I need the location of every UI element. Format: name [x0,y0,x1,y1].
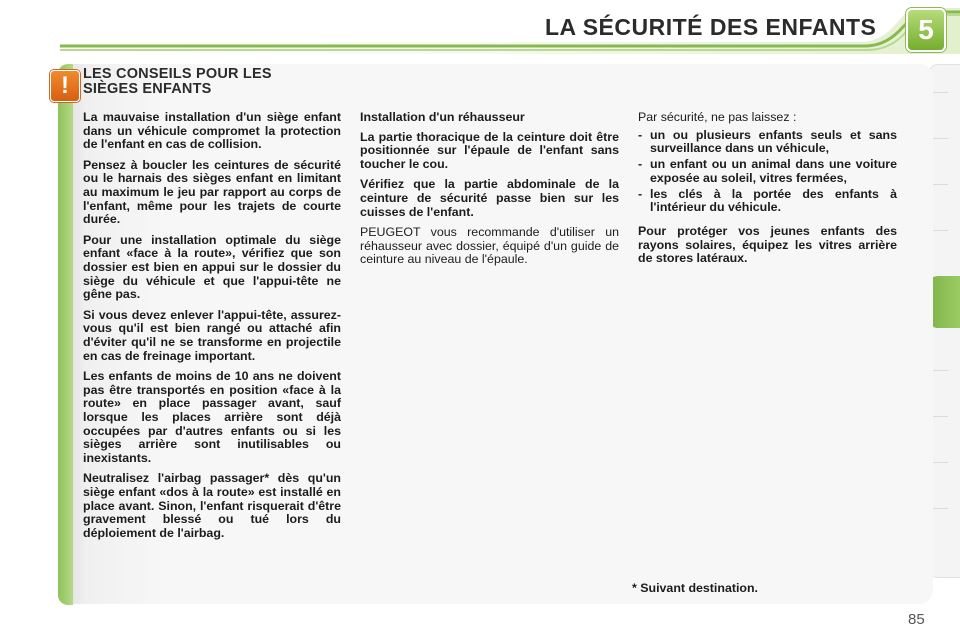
col2-paragraph: La partie thoracique de la ceinture doit être positionnée sur l'épaule de l'enfant sans toucher le cou. [360,129,619,172]
section-title-line2: SIÈGES ENFANTS [83,81,212,97]
col2-paragraph: PEUGEOT vous recommande d'utiliser un réhausseur avec dossier, équipé d'un guide de ceinture au niveau de l'épaule. [360,224,619,267]
chapter-number-badge: 5 [906,8,946,52]
chapter-title: LA SÉCURITÉ DES ENFANTS [545,14,877,40]
col3-paragraph: Pour protéger vos jeunes enfants des rayons solaires, équipez les vitres arrière de stores latéraux. [638,223,897,266]
panel-strip [58,64,73,605]
warning-icon: ! [50,70,80,102]
col1-text: par rapport au corps de l'enfant, même pour les trajets de courte durée. [83,185,341,227]
page-number: 85 [908,611,925,628]
col3-intro: Par sécurité, ne pas laissez : [638,110,797,124]
list-item: - un ou plusieurs enfants seuls et sans surveillance dans un véhicule, [638,129,897,156]
column-2 [360,111,619,274]
section-title-line1: LES CONSEILS POUR LES [83,66,272,82]
col1-paragraph: Neutralisez l'airbag passager* dès qu'un siège enfant «dos à la route» est installé en place avant. Sinon, l'enfant risquerait d'être gravement blessé ou tué lors du déploiement de l'airbag. [83,471,341,541]
section-title [83,67,343,97]
col1-paragraph: Si vous devez enlever l'appui-tête, assurez-vous qu'il est bien rangé ou attaché afin d'éviter qu'il ne se transforme en projectile en cas de freinage important. [83,307,341,363]
col1-paragraph: La mauvaise installation d'un siège enfant dans un véhicule compromet la protection de l'enfant en cas de collision. [83,110,341,152]
col2-heading: Installation d'un réhausseur [360,110,525,124]
col3-list [638,129,897,215]
footnote: * Suivant destination. [632,581,758,595]
column-3 [638,111,897,273]
col1-paragraph [83,159,341,228]
col1-paragraph: Les enfants de moins de 10 ans ne doivent pas être transportés en position «face à la route» en place passager avant, sauf lorsque les places arrière sont déjà occupées par d'autres enfants ou si les sièges arrière sont inutilisables ou inexistants. [83,368,341,466]
list-item: - les clés à la portée des enfants à l'intérieur du véhicule. [638,188,897,215]
col2-paragraph: Vérifiez que la partie abdominale de la ceinture de sécurité passe bien sur les cuisses de l'enfant. [360,177,619,219]
col1-text: Pensez à boucler les ceintures de sécurité ou le harnais des sièges enfant [83,157,341,186]
list-item: - un enfant ou un animal dans une voiture exposée au soleil, vitres fermées, [638,158,897,185]
col1-emphasis: en limitant au maximum le jeu [83,171,341,200]
col1-paragraph: Pour une installation optimale du siège enfant «face à la route», vérifiez que son dossier est bien en appui sur le dossier du siège du véhicule et que l'appui-tête ne gêne pas. [83,232,341,302]
column-1 [83,111,341,547]
